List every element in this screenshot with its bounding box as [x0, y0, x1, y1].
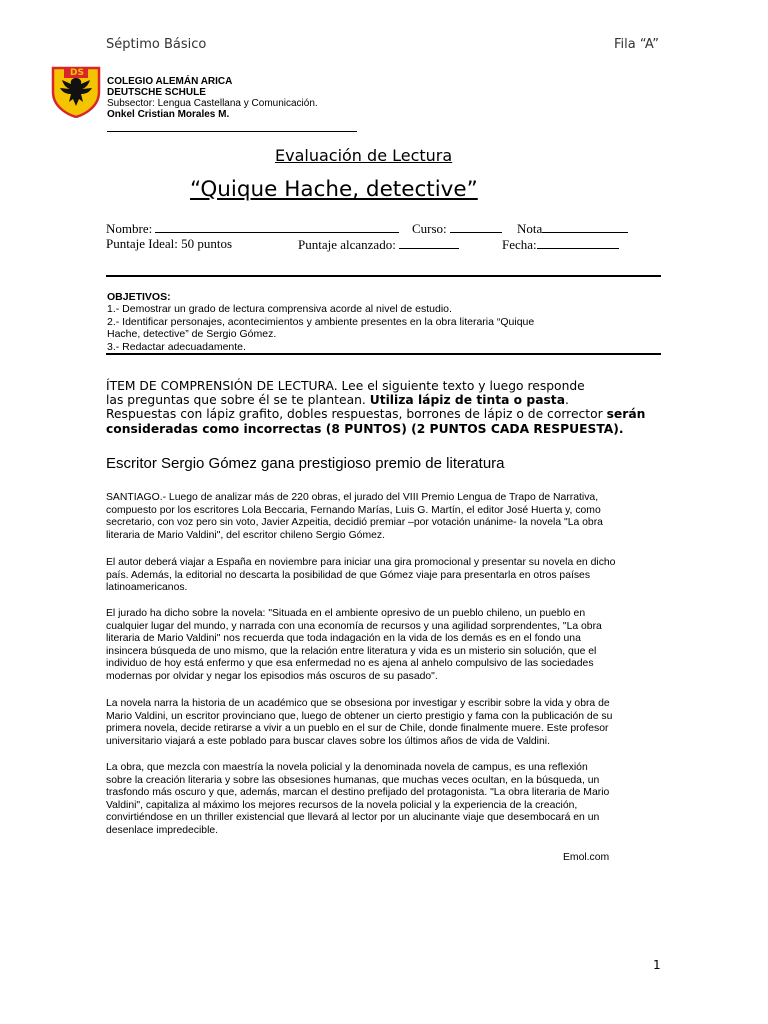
- article-line: El jurado ha dicho sobre la novela: "Situada en el ambiente opresivo de un pueblo chileno, un pueblo en: [106, 608, 586, 619]
- article-paragraph: [106, 698, 666, 748]
- article-line: Valdini", capitaliza al máximo los mejores recursos de la novela policial y la experiencia de la creación,: [106, 799, 578, 811]
- article-paragraph: [106, 762, 666, 838]
- date-label: Fecha:: [502, 237, 537, 252]
- date-field[interactable]: [502, 236, 619, 253]
- school-logo: [50, 66, 102, 118]
- name-label: Nombre:: [106, 221, 153, 236]
- school-info: [107, 76, 318, 120]
- article-line: individuo de hoy está enfermo y que esa enfermedad no es ajena al anhelo compulsivo de las sociedades: [106, 658, 594, 670]
- instructions-line: las preguntas que sobre él se te plantean. Utiliza lápiz de tinta o pasta.: [106, 393, 569, 408]
- objectives-top-rule: [106, 275, 661, 277]
- school-name: COLEGIO ALEMÁN ARICA: [107, 76, 233, 87]
- header-grade: Séptimo Básico: [106, 37, 207, 52]
- name-field[interactable]: [106, 220, 399, 237]
- grade-blank[interactable]: [542, 220, 628, 233]
- article-line: primera novela, decide retirarse a vivir a un pueblo en el sur de Chile, donde finalmente muere. Este profesor: [106, 723, 609, 735]
- book-title: “Quique Hache, detective”: [190, 177, 478, 202]
- objective-item: 2.- Identificar personajes, acontecimientos y ambiente presentes en la obra literaria “Quique: [107, 315, 535, 328]
- subsector: Subsector: Lengua Castellana y Comunicación.: [107, 98, 318, 109]
- objective-item: 3.- Redactar adecuadamente.: [107, 340, 246, 353]
- achieved-score-field[interactable]: [298, 236, 459, 253]
- grade-field[interactable]: [517, 220, 628, 237]
- article-line: SANTIAGO.- Luego de analizar más de 220 obras, el jurado del VIII Premio Lengua de Trapo de Narrativa,: [106, 492, 599, 503]
- achieved-label: Puntaje alcanzado:: [298, 237, 396, 252]
- grade-label: Nota: [517, 221, 543, 236]
- course-label: Curso:: [412, 221, 447, 236]
- school-subname: DEUTSCHE SCHULE: [107, 87, 206, 98]
- article-line: país. Además, la editorial no descarta la posibilidad de que Gómez viaje para presentarla en otros países: [106, 569, 591, 581]
- course-blank[interactable]: [450, 220, 502, 233]
- article-line: La novela narra la historia de un académico que se obsesiona por investigar y escribir sobre la vida y obra de: [106, 698, 610, 709]
- article-line: El autor deberá viajar a España en noviembre para iniciar una gira promocional y presentar su novela en dicho: [106, 557, 616, 568]
- article-line: modernas por olvidar y negar los episodios más oscuros de su pasado".: [106, 670, 438, 682]
- article-line: cualquier lugar del mundo, y narrada con una economía de recursos y una agilidad sorprendentes, "La obra: [106, 620, 602, 632]
- article-line: secretario, con voz pero sin voto, Javier Azpeitia, decidió premiar –por votación unánime- la novela "La obra: [106, 517, 603, 529]
- school-underline: [107, 131, 357, 132]
- course-field[interactable]: [412, 220, 502, 237]
- page-number: 1: [653, 958, 661, 972]
- article-line: sobre la creación literaria y sobre las obsesiones humanas, que muchas veces ocultan, en la búsqueda, un: [106, 774, 600, 786]
- article-source: Emol.com: [563, 852, 610, 863]
- article-line: convirtiéndose en un thriller existencial que llevará al lector por un alucinante viaje que desembocará en un: [106, 812, 600, 824]
- article-line: La obra, que mezcla con maestría la novela policial y la denominada novela de campus, es una reflexión: [106, 762, 588, 773]
- achieved-blank[interactable]: [399, 236, 459, 249]
- article-paragraph: [106, 608, 666, 684]
- article-line: latinoamericanos.: [106, 582, 188, 594]
- instructions-line: consideradas como incorrectas (8 PUNTOS) (2 PUNTOS CADA RESPUESTA).: [106, 421, 624, 436]
- article-line: trasfondo más oscuro y que, además, marcan el destino prefijado del protagonista. "La obra literaria de Mario: [106, 787, 610, 799]
- article-paragraph: [106, 557, 666, 595]
- article-line: compuesto por los escritores Lola Beccaria, Fernando Marías, Luis G. Martín, el editor José Huerta y, como: [106, 504, 601, 516]
- date-blank[interactable]: [537, 236, 619, 249]
- article-headline: Escritor Sergio Gómez gana prestigioso premio de literatura: [106, 455, 505, 472]
- instructions-line: ÍTEM DE COMPRENSIÓN DE LECTURA. Lee el siguiente texto y luego responde: [106, 379, 585, 393]
- evaluation-title: Evaluación de Lectura: [275, 146, 453, 165]
- name-blank[interactable]: [155, 220, 399, 233]
- article-line: Mario Valdini, un escritor provinciano que, luego de obtener un cierto prestigio y fama con la publicación de su: [106, 710, 613, 722]
- article-line: universitario viajará a este poblado para buscar claves sobre los últimos años de vida de Valdini.: [106, 735, 550, 747]
- objective-item: Hache, detective” de Sergio Gómez.: [107, 328, 277, 341]
- teacher-name: Onkel Cristian Morales M.: [107, 109, 230, 120]
- article-paragraph: [106, 492, 666, 542]
- article-line: literaria de Mario Valdini", del escritor chileno Sergio Gómez.: [106, 529, 385, 541]
- objectives-bottom-rule: [106, 353, 661, 355]
- instructions-line: Respuestas con lápiz grafito, dobles respuestas, borrones de lápiz o de corrector serán: [106, 407, 646, 422]
- article-line: insincera búsqueda de uno mismo, que la relación entre literatura y vida es un misterio sin solución, que el: [106, 645, 597, 657]
- logo-initials: DS: [70, 68, 84, 78]
- instructions: [106, 379, 645, 436]
- objectives-box: [107, 291, 534, 353]
- header-row: Fila “A”: [614, 37, 659, 52]
- article-line: desenlace impredecible.: [106, 824, 219, 836]
- objectives-heading: OBJETIVOS:: [107, 291, 171, 303]
- objective-item: 1.- Demostrar un grado de lectura comprensiva acorde al nivel de estudio.: [107, 303, 452, 316]
- article-line: literaria de Mario Valdini" nos recuerda que toda indagación en la vida de los demás es en el fondo una: [106, 633, 581, 645]
- ideal-score: Puntaje Ideal: 50 puntos: [106, 236, 233, 251]
